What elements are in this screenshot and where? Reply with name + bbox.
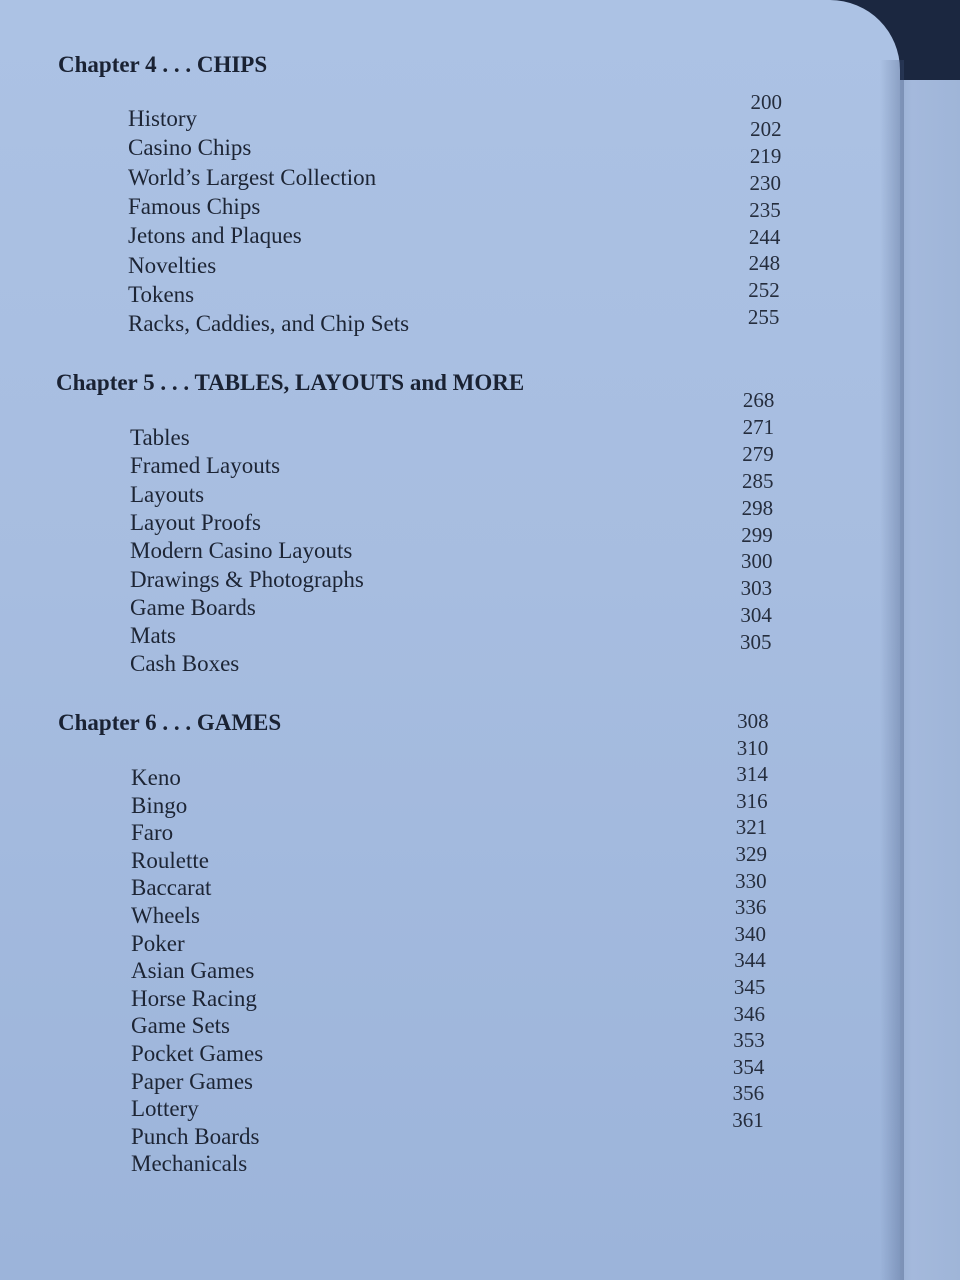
toc-entry: Keno [131,765,181,790]
page-number: 244 [748,224,781,249]
page-number: 345 [733,975,766,999]
page-number: 353 [733,1028,765,1053]
page-number: 321 [735,815,768,840]
page-number: 255 [747,305,780,330]
page-number: 305 [740,630,772,655]
toc-entry: Roulette [131,847,209,873]
toc-entry: Paper Games [131,1068,253,1094]
page-number: 356 [732,1081,765,1106]
chapter-title: Chapter 6 . . . GAMES [58,710,282,735]
toc-entry: Game Boards [130,594,256,620]
page-number: 361 [732,1108,764,1132]
toc-entry: History [128,106,197,131]
toc-entry: Mechanicals [131,1151,248,1177]
page-number: 344 [734,948,766,973]
page-number: 285 [741,468,774,493]
page-number: 300 [740,549,773,574]
toc-entry: Layouts [130,481,205,507]
page-number: 346 [733,1001,766,1026]
toc-entry: Faro [131,820,174,846]
page-number: 308 [737,709,769,733]
page-number: 316 [736,788,768,813]
page-number: 336 [734,895,767,920]
toc-entry: Novelties [128,252,217,278]
toc-entry: Poker [131,930,185,956]
toc-entry: Cash Boxes [130,651,240,677]
toc-entry: Tokens [128,281,195,307]
toc-entry: Modern Casino Layouts [130,538,353,564]
toc-entry: Famous Chips [128,193,261,219]
page-number: 299 [741,522,773,547]
toc-entry: Drawings & Photographs [130,566,364,592]
toc-entry: Baccarat [131,875,212,901]
page-number: 219 [749,143,782,168]
toc-entry: Lottery [131,1096,199,1122]
page-number: 298 [741,495,774,520]
page-number: 304 [740,603,772,628]
toc-entry: Punch Boards [131,1123,260,1149]
toc-entry: World’s Largest Collection [128,164,377,190]
chapter-title: Chapter 4 . . . CHIPS [58,52,268,77]
page-number: 230 [749,170,782,195]
toc-entry: Layout Proofs [130,509,261,535]
toc-entry: Pocket Games [131,1041,264,1066]
page-number: 314 [736,762,768,787]
toc-entry: Game Sets [131,1013,231,1039]
page-number: 340 [734,921,767,946]
toc-entry: Bingo [131,792,188,818]
page-number: 248 [748,251,781,276]
page-number: 235 [749,197,781,222]
toc-entry: Racks, Caddies, and Chip Sets [128,311,410,337]
page-number: 252 [748,278,780,303]
toc-entry: Tables [130,425,190,450]
page-number: 310 [736,735,769,760]
toc-entry: Horse Racing [131,985,257,1011]
toc-entry: Asian Games [131,958,255,984]
toc-entry: Mats [130,623,176,649]
page-number: 200 [750,90,782,114]
page-number: 330 [735,868,767,893]
toc-entry: Wheels [131,903,200,928]
toc-entry: Jetons and Plaques [128,223,302,249]
page-number: 303 [740,576,773,601]
page-number: 271 [742,414,775,439]
page-number: 354 [732,1054,765,1079]
page-number: 202 [750,116,782,141]
toc-entry: Casino Chips [128,135,252,161]
chapter-title: Chapter 5 . . . TABLES, LAYOUTS and MORE [56,370,525,395]
page-number: 329 [735,842,767,866]
toc-entry: Framed Layouts [130,453,281,479]
page-number: 268 [742,388,775,412]
page-number: 279 [742,441,774,466]
